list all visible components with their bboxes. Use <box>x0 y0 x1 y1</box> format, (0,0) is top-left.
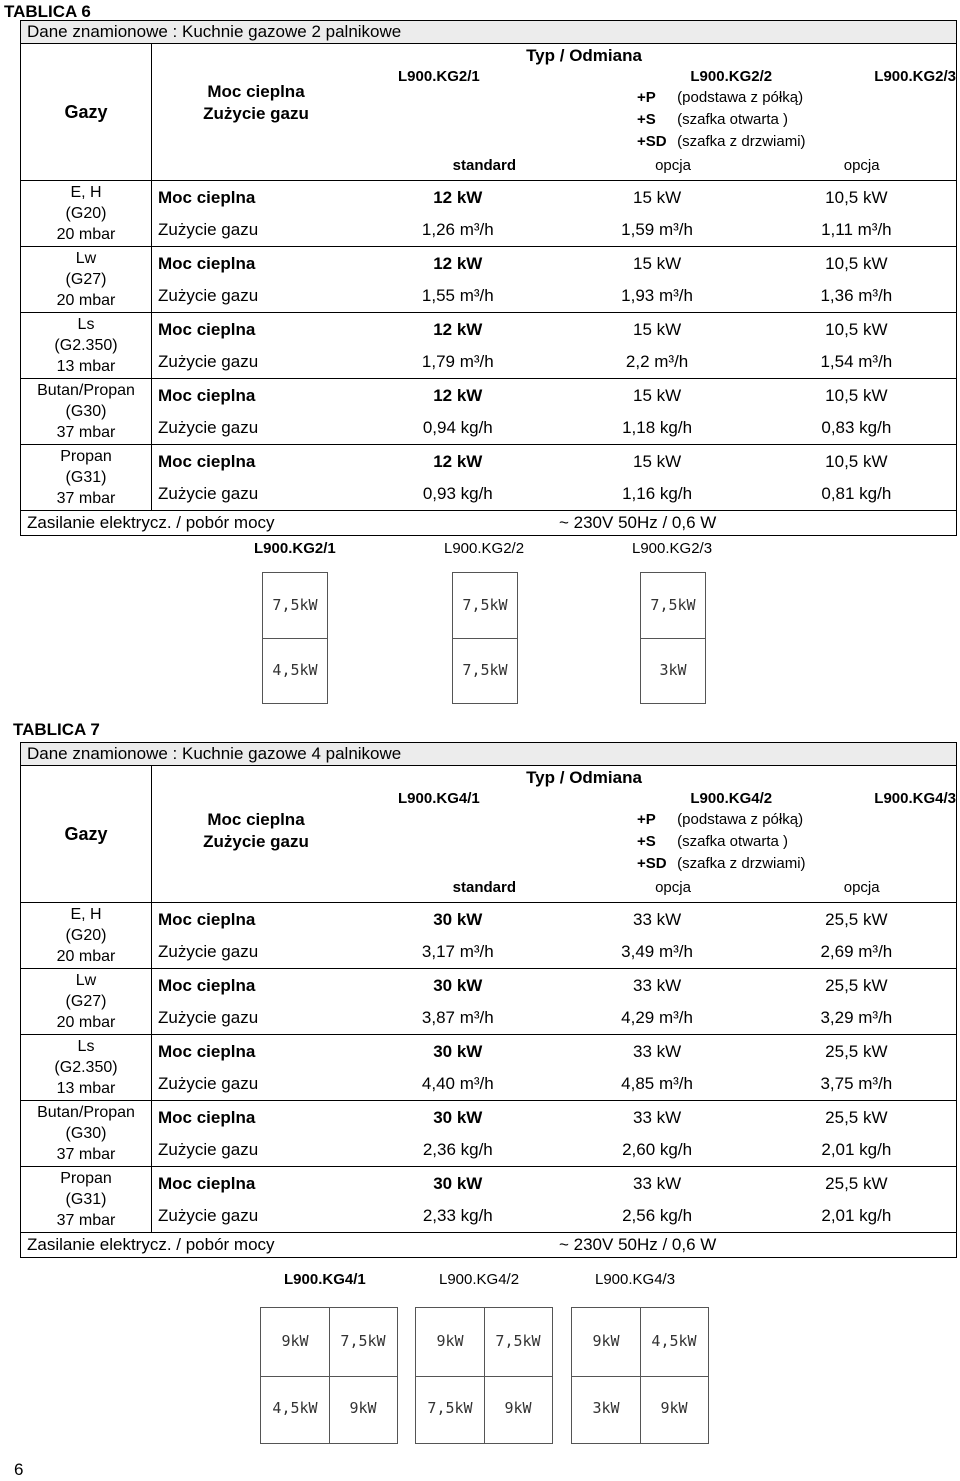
zuz-row: Zużycie gazu 1,79 m³/h 2,2 m³/h 1,54 m³/h <box>158 351 893 371</box>
table-row <box>21 313 957 379</box>
burner-power-label: 3kW <box>592 1399 620 1418</box>
values-cell <box>152 247 957 313</box>
zuz-row: Zużycie gazu 2,33 kg/h 2,56 kg/h 2,01 kg/h <box>158 1205 892 1225</box>
burner-power-label: 7,5kW <box>462 595 508 614</box>
table-row <box>21 1167 957 1233</box>
diagram-label: L900.KG4/1 <box>284 1271 366 1288</box>
gas-type-cell: E, H (G20) 20 mbar <box>21 903 152 969</box>
moc-row: Moc cieplna 30 kW 33 kW 25,5 kW <box>158 975 888 995</box>
t7-models: L900.KG4/1 L900.KG4/2 L900.KG4/3 <box>398 790 957 807</box>
table-row <box>21 379 957 445</box>
t6-col-gazy: Gazy <box>21 44 152 181</box>
table-row <box>21 1035 957 1101</box>
t7-table <box>20 742 957 1258</box>
burner-power-label: 9kW <box>349 1399 377 1418</box>
moc-row: Moc cieplna 12 kW 15 kW 10,5 kW <box>158 451 888 471</box>
burner-layout <box>640 572 706 704</box>
t7-type-header: Moc cieplna Zużycie gazu Typ / Odmiana L900.KG4/1 L900.KG4/2 L900.KG4/3 +P (podstawa z półką) +S (szafka otwarta ) +SD (szafka z drzwiami) standard opcja opcja <box>152 767 956 901</box>
values-cell <box>152 313 957 379</box>
t7-supply-row: Zasilanie elektrycz. / pobór mocy ~ 230V 50Hz / 0,6 W <box>21 1233 957 1258</box>
burner-layout <box>571 1307 709 1444</box>
diagram-label: L900.KG2/1 <box>254 540 336 557</box>
values-cell <box>152 181 957 247</box>
t7-col-labels: Moc cieplna Zużycie gazu <box>203 810 309 851</box>
moc-row: Moc cieplna 30 kW 33 kW 25,5 kW <box>158 1041 888 1061</box>
diagram-label: L900.KG4/3 <box>595 1271 676 1288</box>
values-cell <box>152 969 957 1035</box>
burner-power-label: 7,5kW <box>272 595 318 614</box>
values-cell <box>152 445 957 511</box>
zuz-row: Zużycie gazu 4,40 m³/h 4,85 m³/h 3,75 m³/h <box>158 1073 893 1093</box>
gas-type-cell: Ls (G2.350) 13 mbar <box>21 313 152 379</box>
moc-row: Moc cieplna 30 kW 33 kW 25,5 kW <box>158 909 888 929</box>
t7-typ-label: Typ / Odmiana <box>526 768 642 787</box>
t6-subtitle: Dane znamionowe : Kuchnie gazowe 2 palnikowe <box>21 21 957 44</box>
diagram-label: L900.KG4/2 <box>439 1271 520 1288</box>
values-cell <box>152 1035 957 1101</box>
moc-row: Moc cieplna 12 kW 15 kW 10,5 kW <box>158 385 888 405</box>
table-row <box>21 1101 957 1167</box>
burner-power-label: 3kW <box>659 660 687 679</box>
t7-subtitle: Dane znamionowe : Kuchnie gazowe 4 palnikowe <box>21 743 957 766</box>
t6-heading: TABLICA 6 <box>4 2 91 21</box>
burner-layout <box>260 1307 398 1444</box>
burner-power-label: 9kW <box>660 1399 688 1418</box>
zuz-row: Zużycie gazu 0,93 kg/h 1,16 kg/h 0,81 kg/h <box>158 483 892 503</box>
table-row <box>21 181 957 247</box>
burner-power-label: 7,5kW <box>650 595 696 614</box>
table-row <box>21 445 957 511</box>
burner-power-label: 9kW <box>436 1331 464 1350</box>
burner-power-label: 7,5kW <box>462 660 508 679</box>
burner-power-label: 9kW <box>592 1331 620 1350</box>
moc-row: Moc cieplna 30 kW 33 kW 25,5 kW <box>158 1173 888 1193</box>
t6-std-row: standard opcja opcja <box>452 157 880 174</box>
zuz-row: Zużycie gazu 1,26 m³/h 1,59 m³/h 1,11 m³/h <box>158 219 892 239</box>
gas-type-cell: Butan/Propan (G30) 37 mbar <box>21 1101 152 1167</box>
zuz-row: Zużycie gazu 2,36 kg/h 2,60 kg/h 2,01 kg/h <box>158 1139 892 1159</box>
t6-typ-label: Typ / Odmiana <box>526 46 642 65</box>
values-cell <box>152 1167 957 1233</box>
t7-std-row: standard opcja opcja <box>452 879 880 896</box>
gas-type-cell: Lw (G27) 20 mbar <box>21 247 152 313</box>
moc-row: Moc cieplna 12 kW 15 kW 10,5 kW <box>158 187 888 207</box>
diagram-label: L900.KG2/3 <box>632 540 713 557</box>
t7-col-gazy: Gazy <box>21 766 152 903</box>
burner-layout <box>262 572 328 704</box>
t6-models: L900.KG2/1 L900.KG2/2 L900.KG2/3 <box>398 68 957 85</box>
burner-layout <box>415 1307 553 1444</box>
values-cell <box>152 379 957 445</box>
zuz-row: Zużycie gazu 3,87 m³/h 4,29 m³/h 3,29 m³/h <box>158 1007 893 1027</box>
gas-type-cell: Ls (G2.350) 13 mbar <box>21 1035 152 1101</box>
values-cell <box>152 903 957 969</box>
moc-row: Moc cieplna 12 kW 15 kW 10,5 kW <box>158 319 888 339</box>
burner-layout <box>452 572 518 704</box>
gas-type-cell: Butan/Propan (G30) 37 mbar <box>21 379 152 445</box>
burner-power-label: 7,5kW <box>427 1399 473 1418</box>
zuz-row: Zużycie gazu 3,17 m³/h 3,49 m³/h 2,69 m³/h <box>158 941 893 961</box>
t6-table <box>20 20 957 536</box>
burner-power-label: 4,5kW <box>272 660 318 679</box>
moc-row: Moc cieplna 30 kW 33 kW 25,5 kW <box>158 1107 888 1127</box>
zuz-row: Zużycie gazu 1,55 m³/h 1,93 m³/h 1,36 m³/h <box>158 285 893 305</box>
table-row <box>21 969 957 1035</box>
burner-power-label: 4,5kW <box>651 1331 697 1350</box>
values-cell <box>152 1101 957 1167</box>
moc-row: Moc cieplna 12 kW 15 kW 10,5 kW <box>158 253 888 273</box>
table-row <box>21 903 957 969</box>
t6-col-labels: Moc cieplna Zużycie gazu <box>203 82 309 123</box>
t7-heading: TABLICA 7 <box>13 720 100 739</box>
burner-power-label: 4,5kW <box>272 1399 318 1418</box>
gas-type-cell: Lw (G27) 20 mbar <box>21 969 152 1035</box>
burner-power-label: 9kW <box>504 1399 532 1418</box>
burner-power-label: 7,5kW <box>495 1331 541 1350</box>
gas-type-cell: Propan (G31) 37 mbar <box>21 1167 152 1233</box>
gas-type-cell: Propan (G31) 37 mbar <box>21 445 152 511</box>
diagram-label: L900.KG2/2 <box>444 540 525 557</box>
burner-power-label: 7,5kW <box>340 1331 386 1350</box>
table-row <box>21 247 957 313</box>
gas-type-cell: E, H (G20) 20 mbar <box>21 181 152 247</box>
page-number: 6 <box>14 1460 24 1479</box>
t6-type-header: Moc cieplna Zużycie gazu Typ / Odmiana L900.KG2/1 L900.KG2/2 L900.KG2/3 +P (podstawa z półką) +S (szafka otwarta ) +SD (szafka z drzwiami) standard opcja opcja <box>152 45 956 179</box>
t6-supply-row: Zasilanie elektrycz. / pobór mocy ~ 230V 50Hz / 0,6 W <box>21 511 957 536</box>
zuz-row: Zużycie gazu 0,94 kg/h 1,18 kg/h 0,83 kg/h <box>158 417 892 437</box>
burner-power-label: 9kW <box>281 1331 309 1350</box>
